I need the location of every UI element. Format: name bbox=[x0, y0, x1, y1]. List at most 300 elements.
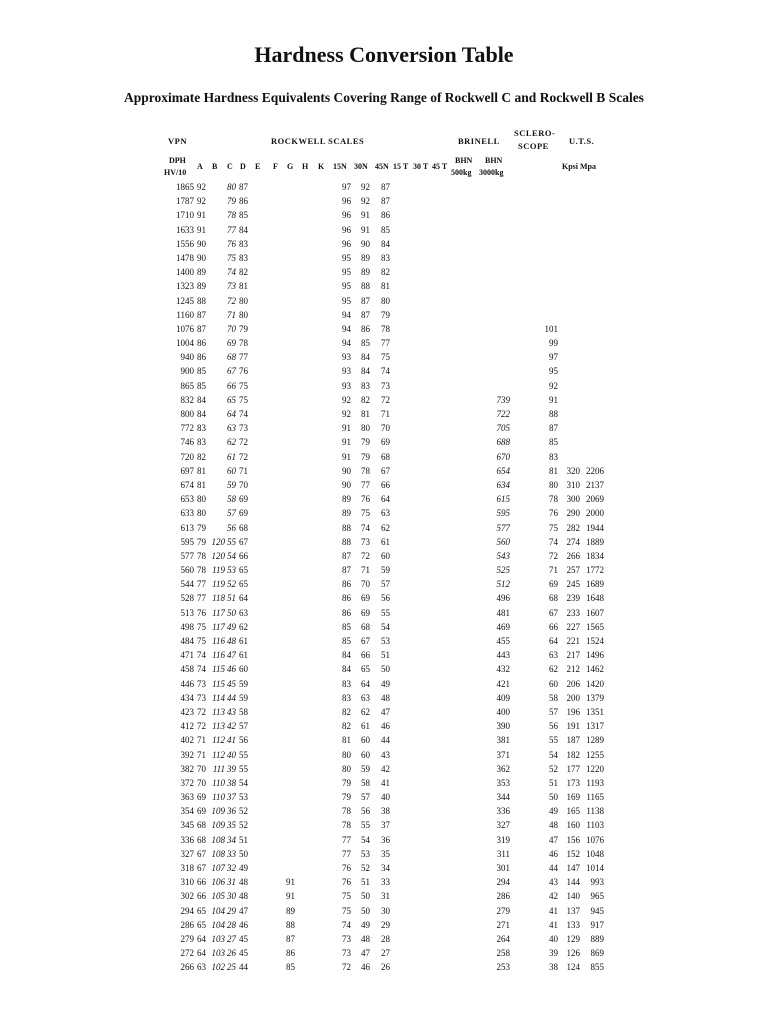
cell-d: 62 bbox=[239, 621, 248, 632]
cell-b: 108 bbox=[211, 848, 225, 859]
cell-n30: 92 bbox=[361, 196, 370, 207]
col-bhn3000-line1: BHN bbox=[485, 156, 503, 165]
cell-n45: 60 bbox=[381, 550, 390, 561]
cell-dph: 1787 bbox=[176, 196, 194, 207]
cell-dph: 577 bbox=[180, 550, 194, 561]
cell-n45: 30 bbox=[381, 905, 390, 916]
cell-b: 103 bbox=[211, 948, 225, 959]
cell-sclero: 49 bbox=[549, 806, 558, 817]
cell-c: 79 bbox=[227, 196, 236, 207]
cell-n30: 73 bbox=[361, 536, 370, 547]
cell-bhn: 722 bbox=[496, 409, 510, 419]
cell-n45: 82 bbox=[381, 267, 390, 278]
cell-n45: 53 bbox=[381, 636, 390, 646]
table-row bbox=[0, 932, 768, 946]
cell-a: 87 bbox=[197, 309, 206, 320]
col-15t: 15 T bbox=[393, 162, 409, 171]
cell-bhn: 362 bbox=[496, 763, 510, 774]
cell-dph: 458 bbox=[180, 664, 194, 675]
table-row bbox=[0, 719, 768, 733]
table-row bbox=[0, 223, 768, 237]
cell-c: 51 bbox=[227, 593, 236, 604]
cell-sclero: 85 bbox=[549, 437, 558, 448]
cell-b: 113 bbox=[212, 721, 225, 732]
cell-n45: 37 bbox=[381, 820, 390, 831]
cell-dph: 423 bbox=[180, 706, 194, 717]
cell-a: 69 bbox=[197, 806, 206, 817]
cell-kpsi: 124 bbox=[566, 962, 580, 973]
cell-d: 70 bbox=[239, 479, 248, 490]
cell-sclero: 40 bbox=[549, 933, 558, 944]
cell-mpa: 1220 bbox=[586, 763, 604, 774]
cell-a: 72 bbox=[197, 706, 206, 717]
cell-a: 78 bbox=[197, 550, 206, 561]
cell-sclero: 42 bbox=[549, 891, 558, 902]
cell-n15: 78 bbox=[342, 820, 351, 831]
cell-n45: 74 bbox=[381, 366, 390, 377]
group-scleroscope-line2: SCOPE bbox=[518, 141, 549, 151]
group-brinell: BRINELL bbox=[458, 136, 500, 146]
cell-sclero: 99 bbox=[549, 338, 558, 349]
cell-a: 92 bbox=[197, 182, 206, 192]
cell-d: 67 bbox=[239, 536, 248, 547]
cell-bhn: 336 bbox=[496, 806, 510, 817]
cell-kpsi: 300 bbox=[566, 494, 580, 505]
cell-dph: 471 bbox=[180, 650, 194, 661]
cell-kpsi: 227 bbox=[566, 621, 580, 632]
cell-d: 66 bbox=[239, 550, 248, 561]
cell-n30: 50 bbox=[361, 905, 370, 916]
cell-n30: 77 bbox=[361, 479, 370, 490]
cell-kpsi: 221 bbox=[566, 636, 580, 646]
cell-n15: 87 bbox=[342, 565, 351, 576]
cell-a: 78 bbox=[197, 565, 206, 576]
cell-sclero: 66 bbox=[549, 621, 558, 632]
cell-dph: 1323 bbox=[176, 281, 194, 292]
cell-kpsi: 191 bbox=[566, 721, 580, 732]
cell-bhn: 577 bbox=[496, 522, 510, 533]
cell-n15: 95 bbox=[342, 295, 351, 306]
table-row bbox=[0, 407, 768, 421]
cell-a: 67 bbox=[197, 848, 206, 859]
cell-mpa: 1689 bbox=[586, 579, 604, 590]
cell-n30: 58 bbox=[361, 777, 370, 788]
cell-n15: 93 bbox=[342, 352, 351, 363]
cell-dph: 498 bbox=[180, 621, 194, 632]
cell-dph: 279 bbox=[180, 933, 194, 944]
cell-bhn: 543 bbox=[496, 550, 510, 561]
cell-dph: 1076 bbox=[176, 323, 194, 334]
cell-n15: 85 bbox=[342, 621, 351, 632]
cell-n30: 59 bbox=[361, 763, 370, 774]
cell-dph: 294 bbox=[180, 905, 194, 916]
cell-b: 117 bbox=[212, 621, 225, 632]
cell-b: 110 bbox=[212, 792, 225, 803]
cell-dph: 318 bbox=[180, 863, 194, 873]
cell-a: 81 bbox=[197, 479, 206, 490]
cell-kpsi: 233 bbox=[566, 607, 580, 618]
cell-mpa: 1103 bbox=[586, 820, 604, 831]
table-row bbox=[0, 435, 768, 449]
cell-n15: 73 bbox=[342, 948, 351, 959]
cell-a: 76 bbox=[197, 607, 206, 618]
cell-n30: 67 bbox=[361, 636, 370, 646]
cell-d: 73 bbox=[239, 423, 248, 434]
cell-n15: 86 bbox=[342, 593, 351, 604]
cell-bhn: 264 bbox=[496, 933, 510, 944]
table-row bbox=[0, 875, 768, 889]
cell-n15: 75 bbox=[342, 891, 351, 902]
cell-b: 102 bbox=[211, 962, 225, 973]
cell-bhn: 595 bbox=[496, 508, 510, 519]
cell-dph: 560 bbox=[180, 565, 194, 576]
cell-n15: 79 bbox=[342, 792, 351, 803]
cell-kpsi: 140 bbox=[566, 891, 580, 902]
cell-dph: 272 bbox=[180, 948, 194, 959]
cell-n15: 89 bbox=[342, 508, 351, 519]
cell-a: 90 bbox=[197, 252, 206, 263]
cell-n45: 27 bbox=[381, 948, 390, 959]
cell-n30: 68 bbox=[361, 621, 370, 632]
cell-b: 116 bbox=[212, 650, 225, 661]
cell-f: 88 bbox=[286, 919, 295, 930]
cell-c: 25 bbox=[227, 962, 236, 973]
table-row bbox=[0, 180, 768, 194]
cell-c: 52 bbox=[227, 579, 236, 590]
cell-sclero: 69 bbox=[549, 579, 558, 590]
cell-n30: 57 bbox=[361, 792, 370, 803]
cell-c: 27 bbox=[227, 933, 236, 944]
cell-c: 45 bbox=[227, 678, 236, 689]
cell-dph: 354 bbox=[180, 806, 194, 817]
cell-n15: 96 bbox=[342, 238, 351, 249]
table-row bbox=[0, 762, 768, 776]
cell-dph: 772 bbox=[180, 423, 194, 434]
cell-b: 119 bbox=[212, 579, 225, 590]
cell-n15: 84 bbox=[342, 650, 351, 661]
cell-c: 37 bbox=[227, 792, 236, 803]
cell-b: 104 bbox=[211, 905, 225, 916]
cell-d: 45 bbox=[239, 933, 248, 944]
cell-d: 59 bbox=[239, 678, 248, 689]
cell-n45: 35 bbox=[381, 848, 390, 859]
cell-a: 74 bbox=[197, 650, 206, 661]
cell-kpsi: 320 bbox=[566, 465, 580, 476]
cell-b: 109 bbox=[211, 806, 225, 817]
cell-kpsi: 133 bbox=[566, 919, 580, 930]
cell-bhn: 271 bbox=[496, 919, 510, 930]
cell-bhn: 670 bbox=[496, 451, 510, 462]
cell-a: 90 bbox=[197, 238, 206, 249]
cell-n45: 87 bbox=[381, 196, 390, 207]
cell-bhn: 400 bbox=[496, 706, 510, 717]
cell-dph: 746 bbox=[180, 437, 194, 448]
table-row bbox=[0, 691, 768, 705]
cell-b: 115 bbox=[212, 678, 225, 689]
cell-d: 59 bbox=[239, 692, 248, 703]
table-row bbox=[0, 563, 768, 577]
cell-n15: 77 bbox=[342, 848, 351, 859]
cell-d: 86 bbox=[239, 196, 248, 207]
table-row bbox=[0, 960, 768, 974]
cell-dph: 382 bbox=[180, 763, 194, 774]
col-c: C bbox=[227, 162, 233, 171]
cell-d: 56 bbox=[239, 735, 248, 746]
cell-n45: 47 bbox=[381, 706, 390, 717]
cell-mpa: 2206 bbox=[586, 465, 604, 476]
cell-dph: 484 bbox=[180, 636, 194, 646]
cell-kpsi: 290 bbox=[566, 508, 580, 519]
cell-mpa: 869 bbox=[590, 948, 604, 959]
cell-b: 120 bbox=[211, 536, 225, 547]
cell-sclero: 88 bbox=[549, 409, 558, 419]
cell-mpa: 1420 bbox=[586, 678, 604, 689]
col-b: B bbox=[212, 162, 218, 171]
cell-dph: 900 bbox=[180, 366, 194, 377]
table-row bbox=[0, 677, 768, 691]
cell-dph: 372 bbox=[180, 777, 194, 788]
cell-n15: 88 bbox=[342, 522, 351, 533]
col-45t: 45 T bbox=[432, 162, 448, 171]
cell-d: 52 bbox=[239, 806, 248, 817]
cell-a: 81 bbox=[197, 465, 206, 476]
cell-sclero: 43 bbox=[549, 877, 558, 888]
cell-f: 89 bbox=[286, 905, 295, 916]
cell-d: 69 bbox=[239, 494, 248, 505]
cell-n15: 83 bbox=[342, 692, 351, 703]
cell-kpsi: 152 bbox=[566, 848, 580, 859]
col-bhn3000-line2: 3000kg bbox=[479, 168, 504, 177]
cell-b: 109 bbox=[211, 820, 225, 831]
cell-c: 44 bbox=[227, 692, 236, 703]
cell-sclero: 83 bbox=[549, 451, 558, 462]
cell-c: 35 bbox=[227, 820, 236, 831]
table-row bbox=[0, 450, 768, 464]
cell-n45: 72 bbox=[381, 394, 390, 405]
cell-a: 86 bbox=[197, 338, 206, 349]
cell-n30: 48 bbox=[361, 933, 370, 944]
cell-c: 53 bbox=[227, 565, 236, 576]
cell-n45: 69 bbox=[381, 437, 390, 448]
cell-mpa: 1834 bbox=[586, 550, 604, 561]
cell-dph: 832 bbox=[180, 394, 194, 405]
cell-mpa: 1317 bbox=[586, 721, 604, 732]
cell-n30: 84 bbox=[361, 352, 370, 363]
table-row bbox=[0, 464, 768, 478]
cell-n45: 85 bbox=[381, 224, 390, 235]
table-row bbox=[0, 322, 768, 336]
table-row bbox=[0, 733, 768, 747]
cell-n30: 92 bbox=[361, 182, 370, 192]
cell-d: 78 bbox=[239, 338, 248, 349]
table-row bbox=[0, 946, 768, 960]
cell-d: 61 bbox=[239, 650, 248, 661]
cell-d: 71 bbox=[239, 465, 248, 476]
table-row bbox=[0, 535, 768, 549]
cell-c: 67 bbox=[227, 366, 236, 377]
cell-sclero: 80 bbox=[549, 479, 558, 490]
cell-kpsi: 239 bbox=[566, 593, 580, 604]
cell-sclero: 81 bbox=[549, 465, 558, 476]
cell-b: 106 bbox=[211, 877, 225, 888]
cell-kpsi: 200 bbox=[566, 692, 580, 703]
cell-d: 45 bbox=[239, 948, 248, 959]
cell-mpa: 1351 bbox=[586, 706, 604, 717]
cell-n15: 93 bbox=[342, 380, 351, 391]
cell-c: 77 bbox=[227, 224, 236, 235]
cell-n15: 92 bbox=[342, 409, 351, 419]
cell-c: 73 bbox=[227, 281, 236, 292]
cell-sclero: 56 bbox=[549, 721, 558, 732]
table-row bbox=[0, 648, 768, 662]
cell-n45: 78 bbox=[381, 323, 390, 334]
table-row bbox=[0, 308, 768, 322]
cell-dph: 697 bbox=[180, 465, 194, 476]
cell-n15: 96 bbox=[342, 210, 351, 221]
cell-c: 72 bbox=[227, 295, 236, 306]
cell-sclero: 50 bbox=[549, 792, 558, 803]
cell-dph: 392 bbox=[180, 749, 194, 760]
cell-dph: 613 bbox=[180, 522, 194, 533]
cell-a: 92 bbox=[197, 196, 206, 207]
cell-dph: 1004 bbox=[176, 338, 194, 349]
cell-dph: 302 bbox=[180, 891, 194, 902]
table-row bbox=[0, 194, 768, 208]
cell-c: 60 bbox=[227, 465, 236, 476]
cell-sclero: 57 bbox=[549, 706, 558, 717]
cell-c: 46 bbox=[227, 664, 236, 675]
table-row bbox=[0, 790, 768, 804]
cell-n15: 86 bbox=[342, 607, 351, 618]
cell-n45: 70 bbox=[381, 423, 390, 434]
cell-c: 31 bbox=[227, 877, 236, 888]
cell-n15: 95 bbox=[342, 281, 351, 292]
cell-n30: 51 bbox=[361, 877, 370, 888]
col-h: H bbox=[302, 162, 309, 171]
cell-n30: 74 bbox=[361, 522, 370, 533]
cell-a: 68 bbox=[197, 820, 206, 831]
cell-n30: 85 bbox=[361, 338, 370, 349]
cell-d: 83 bbox=[239, 252, 248, 263]
cell-n15: 76 bbox=[342, 877, 351, 888]
cell-n45: 41 bbox=[381, 777, 390, 788]
cell-dph: 1160 bbox=[176, 309, 194, 320]
table-row bbox=[0, 776, 768, 790]
cell-d: 48 bbox=[239, 877, 248, 888]
cell-kpsi: 165 bbox=[566, 806, 580, 817]
table-row bbox=[0, 662, 768, 676]
cell-c: 50 bbox=[227, 607, 236, 618]
cell-sclero: 52 bbox=[549, 763, 558, 774]
cell-bhn: 327 bbox=[496, 820, 510, 831]
cell-d: 52 bbox=[239, 820, 248, 831]
cell-n15: 79 bbox=[342, 777, 351, 788]
cell-b: 114 bbox=[212, 692, 225, 703]
cell-d: 80 bbox=[239, 295, 248, 306]
cell-c: 42 bbox=[227, 721, 236, 732]
cell-d: 68 bbox=[239, 522, 248, 533]
cell-b: 104 bbox=[211, 919, 225, 930]
cell-n30: 82 bbox=[361, 394, 370, 405]
cell-b: 107 bbox=[211, 863, 225, 873]
cell-n45: 84 bbox=[381, 238, 390, 249]
cell-n30: 78 bbox=[361, 465, 370, 476]
cell-kpsi: 182 bbox=[566, 749, 580, 760]
cell-kpsi: 129 bbox=[566, 933, 580, 944]
cell-sclero: 92 bbox=[549, 380, 558, 391]
cell-n45: 67 bbox=[381, 465, 390, 476]
cell-n30: 87 bbox=[361, 295, 370, 306]
cell-n30: 91 bbox=[361, 210, 370, 221]
cell-dph: 528 bbox=[180, 593, 194, 604]
cell-dph: 1710 bbox=[176, 210, 194, 221]
cell-n15: 85 bbox=[342, 636, 351, 646]
table-row bbox=[0, 521, 768, 535]
cell-b: 118 bbox=[212, 593, 225, 604]
cell-d: 48 bbox=[239, 891, 248, 902]
table-row bbox=[0, 918, 768, 932]
cell-b: 108 bbox=[211, 834, 225, 845]
cell-bhn: 688 bbox=[496, 437, 510, 448]
col-dph-line1: DPH bbox=[169, 156, 186, 165]
cell-d: 63 bbox=[239, 607, 248, 618]
cell-sclero: 48 bbox=[549, 820, 558, 831]
cell-n30: 60 bbox=[361, 749, 370, 760]
cell-n30: 66 bbox=[361, 650, 370, 661]
col-k: K bbox=[318, 162, 325, 171]
cell-a: 85 bbox=[197, 380, 206, 391]
col-f: F bbox=[273, 162, 278, 171]
cell-sclero: 62 bbox=[549, 664, 558, 675]
cell-n45: 64 bbox=[381, 494, 390, 505]
cell-sclero: 76 bbox=[549, 508, 558, 519]
cell-n30: 53 bbox=[361, 848, 370, 859]
cell-bhn: 253 bbox=[496, 962, 510, 973]
cell-n30: 79 bbox=[361, 451, 370, 462]
cell-c: 38 bbox=[227, 777, 236, 788]
cell-n30: 75 bbox=[361, 508, 370, 519]
cell-kpsi: 245 bbox=[566, 579, 580, 590]
cell-n45: 49 bbox=[381, 678, 390, 689]
cell-c: 75 bbox=[227, 252, 236, 263]
cell-n45: 54 bbox=[381, 621, 390, 632]
cell-b: 105 bbox=[211, 891, 225, 902]
cell-bhn: 481 bbox=[496, 607, 510, 618]
cell-n15: 97 bbox=[342, 182, 351, 192]
cell-mpa: 917 bbox=[590, 919, 604, 930]
cell-dph: 1865 bbox=[176, 182, 194, 192]
cell-c: 62 bbox=[227, 437, 236, 448]
cell-c: 36 bbox=[227, 806, 236, 817]
cell-b: 112 bbox=[212, 749, 225, 760]
cell-d: 82 bbox=[239, 267, 248, 278]
cell-d: 44 bbox=[239, 962, 248, 973]
cell-a: 74 bbox=[197, 664, 206, 675]
cell-mpa: 2000 bbox=[586, 508, 604, 519]
cell-a: 67 bbox=[197, 863, 206, 873]
cell-a: 75 bbox=[197, 636, 206, 646]
col-e: E bbox=[255, 162, 261, 171]
cell-n45: 43 bbox=[381, 749, 390, 760]
cell-bhn: 353 bbox=[496, 777, 510, 788]
table-row bbox=[0, 549, 768, 563]
cell-c: 34 bbox=[227, 834, 236, 845]
cell-a: 68 bbox=[197, 834, 206, 845]
cell-n30: 61 bbox=[361, 721, 370, 732]
cell-n45: 40 bbox=[381, 792, 390, 803]
cell-mpa: 1076 bbox=[586, 834, 604, 845]
cell-sclero: 47 bbox=[549, 834, 558, 845]
